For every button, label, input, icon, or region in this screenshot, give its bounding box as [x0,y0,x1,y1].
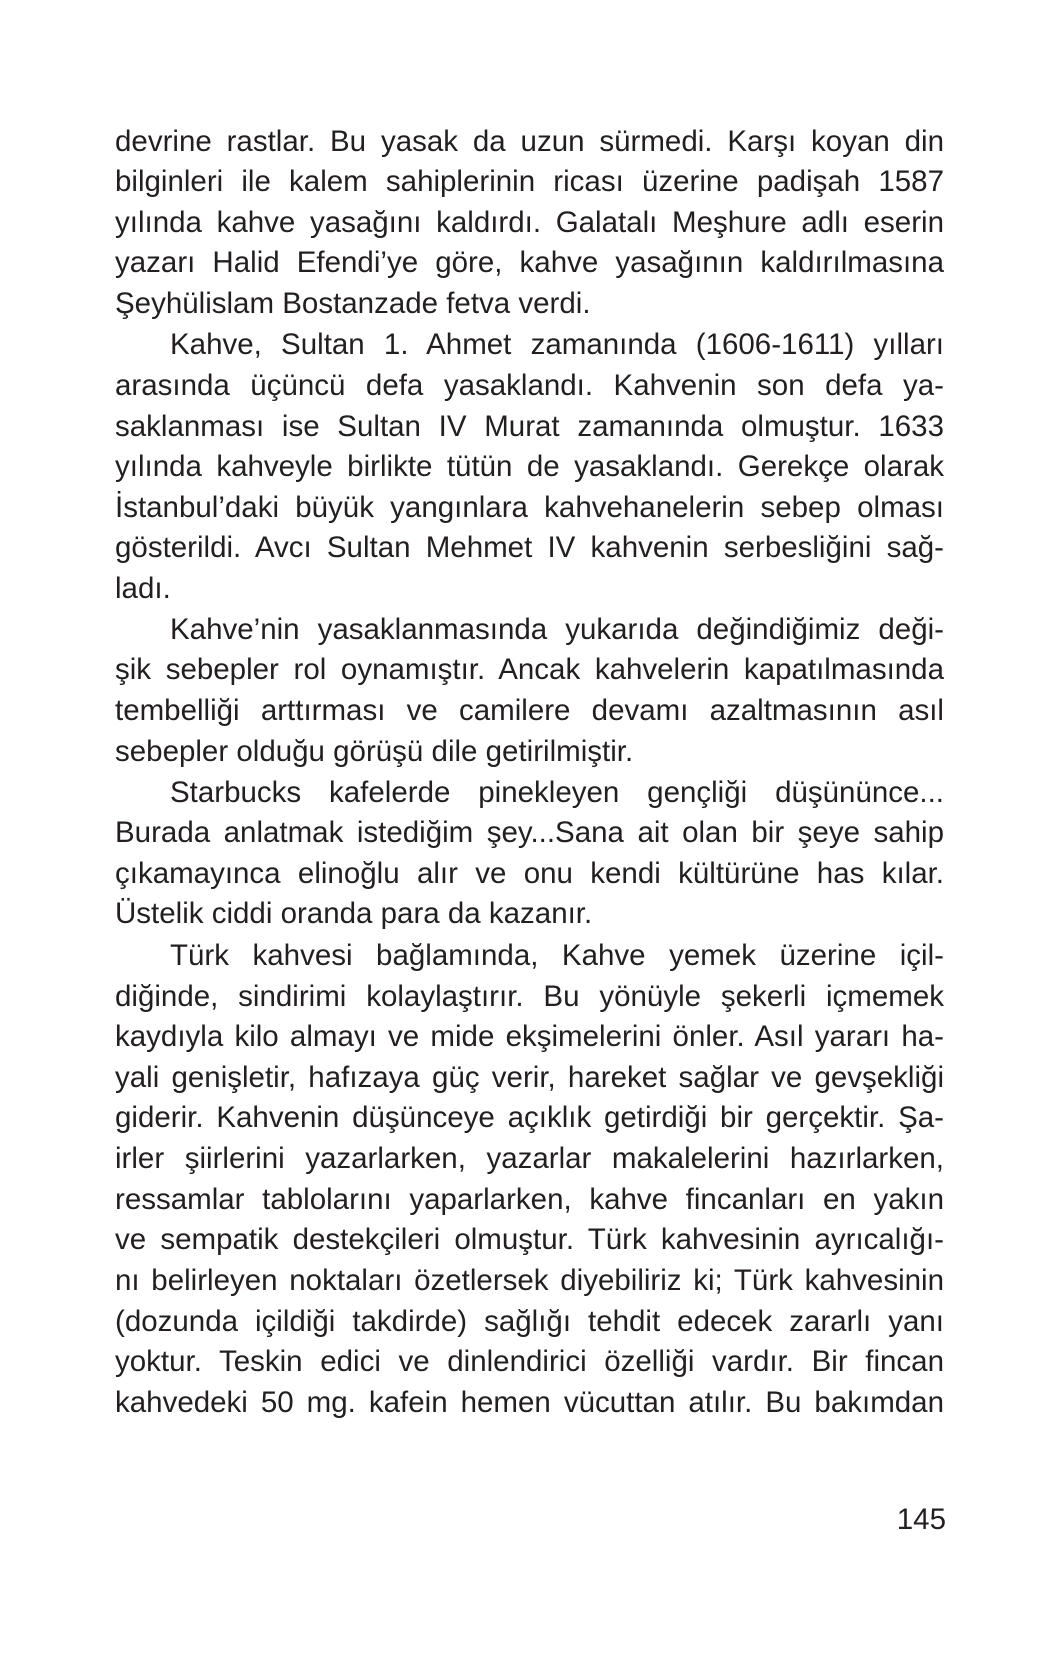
text-line: ressamlar tablolarını yaparlarken, kahve fincanları en yakın [115,1183,944,1216]
text-line: arasında üçüncü defa yasaklandı. Kahvenin son defa ya- [115,369,944,402]
text-line: (dozunda içildiği takdirde) sağlığı tehdit edecek zararlı yanı [115,1305,944,1338]
text-line: kaydıyla kilo almayı ve mide ekşimelerini önler. Asıl yararı ha- [115,1020,944,1053]
text-line: Üstelik ciddi oranda para da kazanır. [115,897,593,930]
text-line: yılında kahve yasağını kaldırdı. Galatalı Meşhure adlı eserin [115,206,944,239]
text-line: yoktur. Teskin edici ve dinlendirici özelliği vardır. Bir fincan [115,1345,944,1378]
text-line: yılında kahveyle birlikte tütün de yasaklandı. Gerekçe olarak [115,450,944,483]
text-line: yazarı Halid Efendi’ye göre, kahve yasağının kaldırılmasına [115,246,944,279]
text-line: kahvedeki 50 mg. kafein hemen vücuttan atılır. Bu bakımdan [115,1386,944,1419]
text-line: yali genişletir, hafızaya güç verir, hareket sağlar ve gevşekliği [115,1061,944,1094]
text-line: ladı. [115,572,171,605]
text-line: bilginleri ile kalem sahiplerinin ricası üzerine padişah 1587 [115,165,944,198]
paragraph-first-line: Kahve, Sultan 1. Ahmet zamanında (1606-1611) yılları [170,328,944,361]
text-line: saklanması ise Sultan IV Murat zamanında olmuştur. 1633 [115,410,944,443]
text-line: irler şiirlerini yazarlarken, yazarlar makalelerini hazırlarken, [115,1142,944,1175]
text-line: İstanbul’daki büyük yangınlara kahvehanelerin sebep olması [115,491,944,524]
page-number: 145 [896,1503,946,1536]
text-line: gösterildi. Avcı Sultan Mehmet IV kahvenin serbesliğini sağ- [115,531,944,564]
text-line: çıkamayınca elinoğlu alır ve onu kendi kültürüne has kılar. [115,857,944,890]
text-line: tembelliği arttırması ve camilere devamı azaltmasının asıl [115,694,944,727]
paragraph-first-line: Kahve’nin yasaklanmasında yukarıda değindiğimiz deği- [170,613,944,646]
text-line: Şeyhülislam Bostanzade fetva verdi. [115,287,591,320]
text-line: nı belirleyen noktaları özetlersek diyebiliriz ki; Türk kahvesinin [115,1264,944,1297]
text-line: şik sebepler rol oynamıştır. Ancak kahvelerin kapatılmasında [115,653,944,686]
text-line: diğinde, sindirimi kolaylaştırır. Bu yönüyle şekerli içmemek [115,980,944,1013]
text-line: ve sempatik destekçileri olmuştur. Türk kahvesinin ayrıcalığı- [115,1223,944,1256]
paragraph-first-line: Türk kahvesi bağlamında, Kahve yemek üzerine içil- [170,939,944,972]
text-line: sebepler olduğu görüşü dile getirilmiştir. [115,735,634,768]
text-line: giderir. Kahvenin düşünceye açıklık getirdiği bir gerçektir. Şa- [115,1101,944,1134]
text-line: devrine rastlar. Bu yasak da uzun sürmedi. Karşı koyan din [115,125,944,158]
text-line: Burada anlatmak istediğim şey...Sana ait olan bir şeye sahip [115,816,944,849]
paragraph-first-line: Starbucks kafelerde pinekleyen gençliği düşününce... [170,776,944,809]
